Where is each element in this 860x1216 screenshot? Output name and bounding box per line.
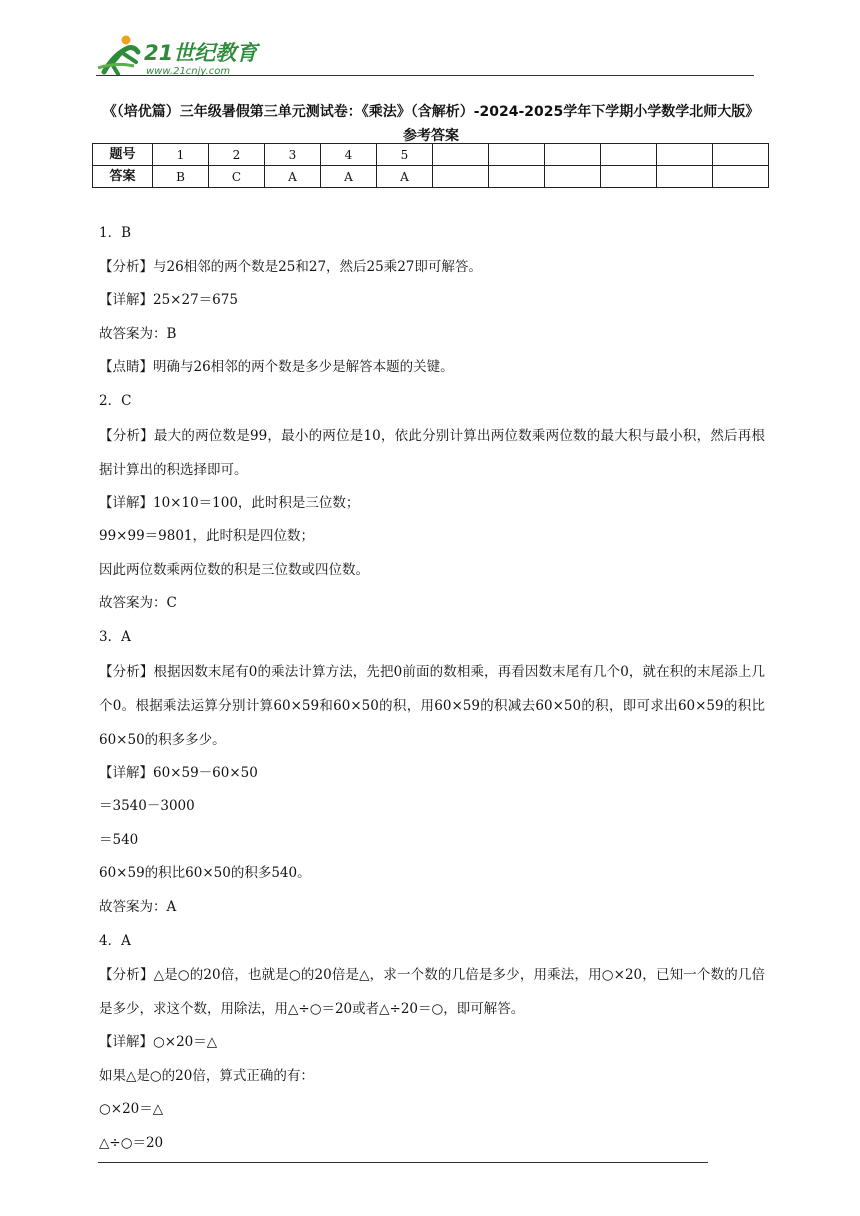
- question-number: 1．B: [99, 225, 132, 241]
- footer-divider: [98, 1162, 708, 1163]
- table-cell: [433, 166, 489, 188]
- table-cell: [433, 144, 489, 166]
- table-cell: [601, 166, 657, 188]
- svg-text:www.21cnjy.com: www.21cnjy.com: [146, 66, 231, 77]
- document-title: 《（培优篇）三年级暑假第三单元测试卷：《乘法》（含解析）-2024-2025学年下学期小学数学北师大版》参考答案: [102, 104, 760, 144]
- question-number: 4．A: [99, 932, 131, 949]
- detail-line: △÷○＝20: [99, 1134, 164, 1151]
- table-cell: 1: [153, 144, 209, 166]
- table-cell: [545, 166, 601, 188]
- table-cell: A: [265, 166, 321, 188]
- analysis-line: 【分析】与26相邻的两个数是25和27，然后25乘27即可解答。: [99, 258, 482, 275]
- table-cell: [545, 144, 601, 166]
- answer-table: [92, 143, 769, 188]
- table-cell: [657, 144, 713, 166]
- table-cell: [489, 144, 545, 166]
- table-cell: [657, 166, 713, 188]
- solution-body: [99, 217, 765, 1160]
- detail-line: 99×99＝9801，此时积是四位数；: [99, 528, 315, 545]
- detail-line: 60×59的积比60×50的积多540。: [99, 865, 311, 882]
- detail-line: 【详解】○×20＝△: [99, 1034, 218, 1051]
- detail-line: 如果△是○的20倍，算式正确的有：: [99, 1067, 314, 1084]
- detail-line: 【详解】25×27＝675: [99, 292, 238, 309]
- answer-line: 故答案为：B: [99, 325, 177, 342]
- table-cell: A: [377, 166, 433, 188]
- table-cell: A: [321, 166, 377, 188]
- detail-line: 【详解】60×59－60×50: [99, 764, 258, 781]
- answer-line: 故答案为：C: [99, 595, 177, 612]
- table-cell: 5: [377, 144, 433, 166]
- detail-line: 因此两位数乘两位数的积是三位数或四位数。: [99, 561, 369, 578]
- detail-line: 【详解】10×10＝100，此时积是三位数；: [99, 494, 360, 511]
- table-cell: 3: [265, 144, 321, 166]
- analysis-line: 【分析】根据因数末尾有0的乘法计算方法，先把0前面的数相乘，再看因数末尾有几个0，就在积的末尾添上几个0。根据乘法运算分别计算60×59和60×50的积，用60×59的积减去60×50的积，即可求出60×59的积比60×50的积多多少。: [99, 663, 765, 748]
- svg-text:21世纪教育: 21世纪教育: [144, 41, 258, 65]
- table-row-numbers: [93, 144, 769, 166]
- table-cell: 4: [321, 144, 377, 166]
- detail-line: ＝3540－3000: [99, 798, 195, 815]
- analysis-line: 【分析】最大的两位数是99，最小的两位是10，依此分别计算出两位数乘两位数的最大积与最小积，然后再根据计算出的积选择即可。: [99, 427, 765, 478]
- logo-icon: [94, 32, 264, 78]
- site-logo[interactable]: [94, 32, 264, 78]
- analysis-line: 【分析】△是○的20倍，也就是○的20倍是△，求一个数的几倍是多少，用乘法，用○×20，已知一个数的几倍是多少，求这个数，用除法，用△÷○＝20或者△÷20＝○，即可解答。: [99, 967, 765, 1018]
- table-cell: B: [153, 166, 209, 188]
- comment-line: 【点睛】明确与26相邻的两个数是多少是解答本题的关键。: [99, 359, 454, 376]
- table-cell: [713, 166, 769, 188]
- table-cell: [601, 144, 657, 166]
- question-number: 2．C: [99, 392, 132, 409]
- detail-line: ○×20＝△: [99, 1101, 164, 1118]
- question-number: 3．A: [99, 628, 131, 645]
- answer-line: 故答案为：A: [99, 898, 177, 915]
- table-row-answers: [93, 166, 769, 188]
- header-divider: [96, 75, 754, 76]
- detail-line: ＝540: [99, 831, 139, 848]
- table-cell: [489, 166, 545, 188]
- table-cell: [713, 144, 769, 166]
- table-cell: C: [209, 166, 265, 188]
- table-cell: 2: [209, 144, 265, 166]
- row-header-number: 题号: [93, 144, 153, 166]
- row-header-answer: 答案: [93, 166, 153, 188]
